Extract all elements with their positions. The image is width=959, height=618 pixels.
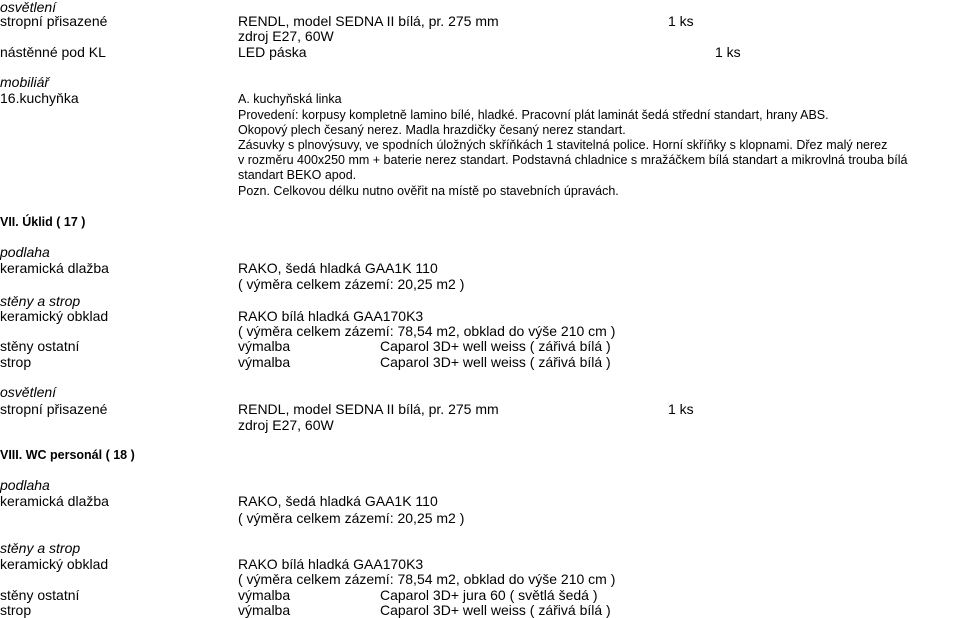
s8-ceiling-label: strop — [0, 602, 32, 618]
s7-floor-heading: podlaha — [0, 244, 50, 260]
kitchen-line: Zásuvky s plnovýsuvy, ve spodních úložných skříňkách 1 stavitelná police. Horní skříňky s klopnami. Dřez malý nerez — [238, 138, 888, 152]
s7-lighting-heading: osvětlení — [0, 384, 57, 400]
s8-other-walls-type: výmalba — [238, 587, 291, 603]
light-wall-qty: 1 ks — [715, 44, 741, 60]
furniture-heading: mobiliář — [0, 74, 50, 90]
s8-floor-area: ( výměra celkem zázemí: 20,25 m2 ) — [238, 510, 465, 526]
s8-ceiling-value: Caparol 3D+ well weiss ( zářivá bílá ) — [380, 602, 611, 618]
s7-other-walls-type: výmalba — [238, 338, 291, 354]
kitchen-line: v rozměru 400x250 mm + baterie nerez standart. Podstavná chladnice s mražáčkem bílá standart a mikrovlná trouba bílá — [238, 153, 908, 167]
s8-walls-heading: stěny a strop — [0, 540, 81, 556]
section-8-title: VIII. WC personál ( 18 ) — [0, 448, 135, 462]
s7-other-walls-value: Caparol 3D+ well weiss ( zářivá bílá ) — [380, 338, 611, 354]
s8-floor-heading: podlaha — [0, 477, 50, 493]
light-wall-label: nástěnné pod KL — [0, 44, 106, 60]
s7-floor-value: RAKO, šedá hladká GAA1K 110 — [238, 260, 438, 276]
s7-light-qty: 1 ks — [668, 401, 694, 417]
s7-walls-area: ( výměra celkem zázemí: 78,54 m2, obklad do výše 210 cm ) — [238, 323, 616, 339]
light-wall-desc: LED páska — [238, 44, 307, 60]
s7-walls-heading: stěny a strop — [0, 293, 81, 309]
s8-other-walls-value: Caparol 3D+ jura 60 ( světlá šedá ) — [380, 587, 598, 603]
section-7-title: VII. Úklid ( 17 ) — [0, 215, 86, 229]
light-ceiling-label: stropní přisazené — [0, 13, 108, 29]
s8-floor-value: RAKO, šedá hladká GAA1K 110 — [238, 493, 438, 509]
s7-ceiling-value: Caparol 3D+ well weiss ( zářivá bílá ) — [380, 354, 611, 370]
kitchen-line: Provedení: korpusy kompletně lamino bílé, hladké. Pracovní plát laminát šedá střední standart, hrany ABS. — [238, 108, 829, 122]
s7-floor-area: ( výměra celkem zázemí: 20,25 m2 ) — [238, 276, 465, 292]
s7-walls-value: RAKO bílá hladká GAA170K3 — [238, 308, 424, 324]
s7-light-value: RENDL, model SEDNA II bílá, pr. 275 mm — [238, 401, 499, 417]
s8-other-walls-label: stěny ostatní — [0, 587, 80, 603]
s7-other-walls-label: stěny ostatní — [0, 338, 80, 354]
kitchen-note: Pozn. Celkovou délku nutno ověřit na místě po stavebních úpravách. — [238, 184, 619, 198]
s7-light-label: stropní přisazené — [0, 401, 108, 417]
s7-ceiling-label: strop — [0, 354, 32, 370]
s7-ceiling-type: výmalba — [238, 354, 291, 370]
s8-walls-area: ( výměra celkem zázemí: 78,54 m2, obklad do výše 210 cm ) — [238, 571, 616, 587]
room-label: 16.kuchyňka — [0, 90, 79, 106]
s7-floor-label: keramická dlažba — [0, 260, 109, 276]
light-ceiling-qty: 1 ks — [668, 13, 694, 29]
light-ceiling-desc: RENDL, model SEDNA II bílá, pr. 275 mm — [238, 13, 499, 29]
lighting-heading: osvětlení — [0, 0, 57, 15]
s8-walls-label: keramický obklad — [0, 556, 109, 572]
kitchen-title: A. kuchyňská linka — [238, 92, 342, 106]
s7-light-source: zdroj E27, 60W — [238, 417, 334, 433]
s8-floor-label: keramická dlažba — [0, 493, 109, 509]
s8-walls-value: RAKO bílá hladká GAA170K3 — [238, 556, 424, 572]
kitchen-line: Okopový plech česaný nerez. Madla hrazdičky česaný nerez standart. — [238, 123, 626, 137]
s7-walls-label: keramický obklad — [0, 308, 109, 324]
light-ceiling-source: zdroj E27, 60W — [238, 28, 334, 44]
kitchen-line: standart BEKO apod. — [238, 168, 357, 182]
s8-ceiling-type: výmalba — [238, 602, 291, 618]
